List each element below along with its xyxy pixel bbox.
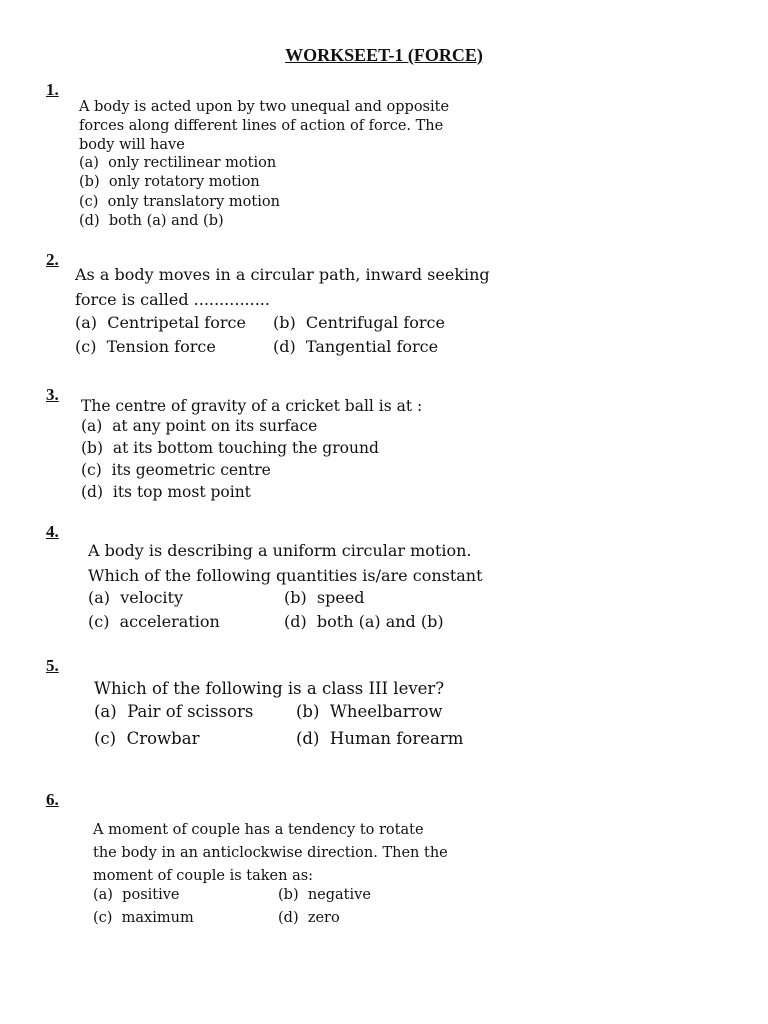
option-a: (a) Centripetal force <box>75 313 246 332</box>
question-number: 6. <box>46 790 59 809</box>
option-b: (b) Wheelbarrow <box>296 702 443 721</box>
question-number: 2. <box>46 250 59 269</box>
option-a: (a) velocity <box>88 588 183 607</box>
question-number: 1. <box>46 80 59 99</box>
option-d: (d) Human forearm <box>296 729 464 748</box>
question-text: A moment of couple has a tendency to rotate the body in an anticlockwise direction. Then the moment of couple is taken as: <box>93 822 448 884</box>
option-c: (c) Crowbar <box>94 729 200 748</box>
question-text: A body is acted upon by two unequal and opposite forces along different lines of action of force. The body will have <box>79 99 450 153</box>
option-d: (d) both (a) and (b) <box>284 612 444 631</box>
option-c: (c) maximum <box>93 910 194 926</box>
option-d: (d) its top most point <box>81 483 251 501</box>
option-c: (c) only translatory motion <box>79 194 280 210</box>
option-c: (c) acceleration <box>88 612 220 631</box>
question-text: A body is describing a uniform circular motion. Which of the following quantities is/are constant <box>88 541 483 585</box>
option-b: (b) only rotatory motion <box>79 174 260 190</box>
option-b: (b) negative <box>278 887 371 903</box>
option-c: (c) Tension force <box>75 337 216 356</box>
option-d: (d) Tangential force <box>273 337 439 356</box>
question-number: 4. <box>46 522 59 541</box>
option-a: (a) at any point on its surface <box>81 417 318 435</box>
question-number: 5. <box>46 656 59 675</box>
option-b: (b) Centrifugal force <box>273 313 445 332</box>
option-c: (c) its geometric centre <box>81 461 271 479</box>
option-d: (d) both (a) and (b) <box>79 213 224 229</box>
question-text: Which of the following is a class III lever? <box>94 679 445 698</box>
question-number: 3. <box>46 385 59 404</box>
question-text: As a body moves in a circular path, inward seeking force is called ............... <box>75 265 490 309</box>
option-d: (d) zero <box>278 910 340 926</box>
option-a: (a) Pair of scissors <box>94 702 254 721</box>
question-text: The centre of gravity of a cricket ball is at : <box>81 397 423 415</box>
option-b: (b) at its bottom touching the ground <box>81 439 379 457</box>
option-b: (b) speed <box>284 588 365 607</box>
page-title: WORKSEET-1 (FORCE) <box>285 45 483 65</box>
option-a: (a) only rectilinear motion <box>79 155 277 171</box>
option-a: (a) positive <box>93 887 180 903</box>
